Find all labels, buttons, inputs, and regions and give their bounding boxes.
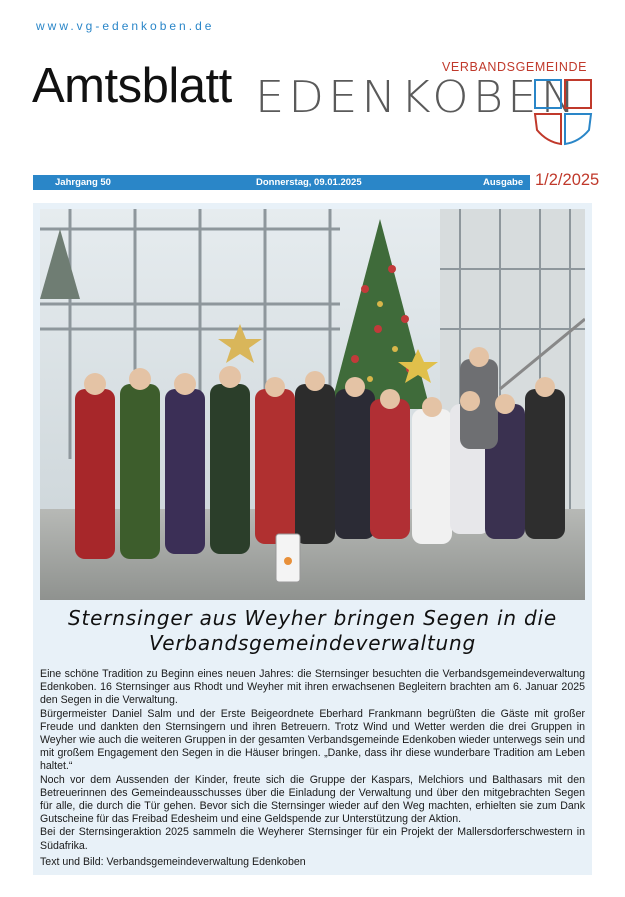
- photo-credit: Text und Bild: Verbandsgemeindeverwaltung Edenkoben: [40, 856, 306, 868]
- headline-line-2: Verbandsgemeindeverwaltung: [148, 631, 477, 655]
- issue-number: 1/2/2025: [535, 171, 600, 189]
- paragraph: Bei der Sternsingeraktion 2025 sammeln die Weyherer Sternsinger für ein Projekt der Mallersdorferschwestern in Südafrika.: [40, 826, 585, 852]
- crest-logo-icon: [533, 78, 593, 150]
- paragraph: Noch vor dem Aussenden der Kinder, freute sich die Gruppe der Kaspars, Melchiors und Balthasars mit den Betreuerinnen des Gemeindeausschusses über die Einladung der Verwaltung und über den mitgebrachten Segen für alle, die durch die Tür gehen. Bevor sich die Sternsinger wieder auf den Weg machten, erhielten sie zum Dank Gutscheine für das Freibad Edesheim und eine Geldspende zur Unterstützung der Aktion.: [40, 773, 585, 826]
- paragraph: Bürgermeister Daniel Salm und der Erste Beigeordnete Eberhard Frankmann begrüßten die Gäste mit großer Freude und dankten den Sternsingern und ihren Betreuern. Trotz Wind und Wetter werden die drei Gruppen in Weyher wie auch die weiteren Gruppen in der gesamten Verbandsgemeinde Edenkoben wieder unterwegs sein und mit großem Engagement den Segen in die Häuser bringen. „Danke, dass ihr diese wunderbare Tradition am Leben haltet.“: [40, 707, 585, 773]
- headline-line-1: Sternsinger aus Weyher bringen Segen in die: [68, 606, 557, 630]
- masthead-title: Amtsblatt: [32, 59, 232, 113]
- volume-label: Jahrgang 50: [55, 176, 111, 188]
- issue-label: Ausgabe: [483, 176, 524, 188]
- website-url[interactable]: www.vg-edenkoben.de: [36, 19, 215, 33]
- group-photo: [40, 209, 585, 600]
- article-headline: [40, 606, 585, 656]
- info-bar: [33, 175, 530, 190]
- article-body: [40, 668, 585, 853]
- vg-name: EDENKOBEN: [255, 72, 580, 123]
- vg-label: VERBANDSGEMEINDE: [442, 60, 588, 74]
- date-label: Donnerstag, 09.01.2025: [256, 176, 362, 188]
- paragraph: Eine schöne Tradition zu Beginn eines neuen Jahres: die Sternsinger besuchten die Verbandsgemeindeverwaltung Edenkoben. 16 Sternsinger aus Rhodt und Weyher mit ihren erwachsenen Begleitern brachten am 6. Januar 2025 den Segen in die Verwaltung.: [40, 668, 585, 707]
